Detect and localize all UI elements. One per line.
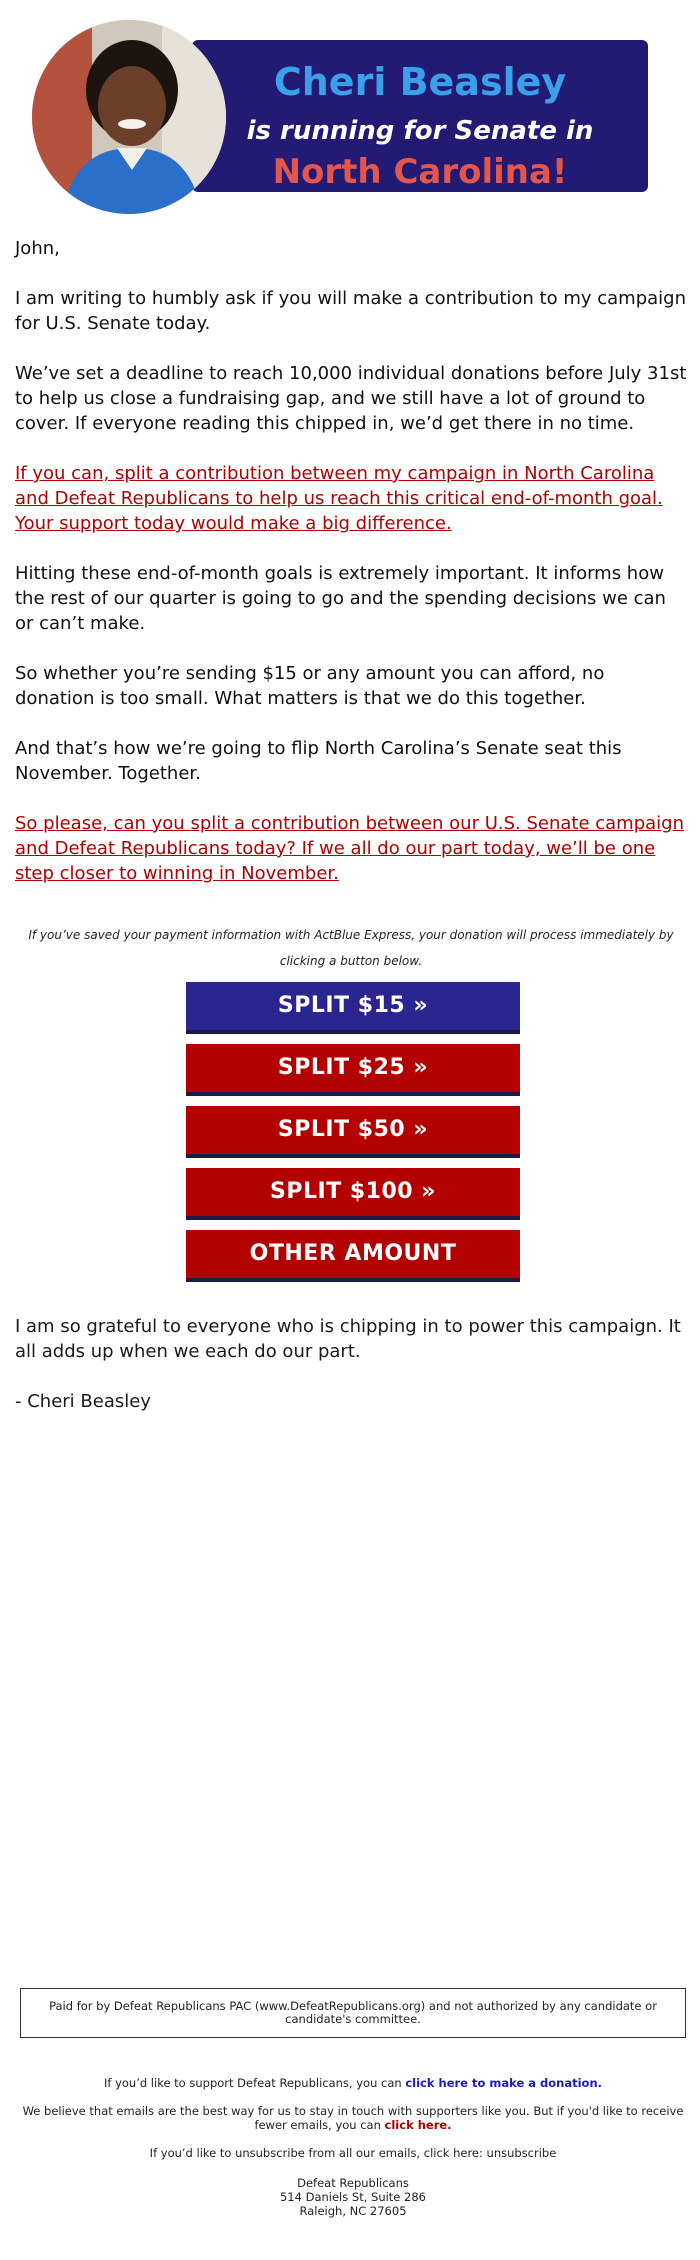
greeting: John, [15, 238, 60, 259]
org-name: Defeat Republicans [297, 2176, 409, 2190]
footer-fewer-text: We believe that emails are the best way for us to stay in touch with supporters like you. But if you'd like to receive fewer emails, you can [22, 2104, 684, 2132]
portrait-image [32, 20, 226, 214]
address-line: Raleigh, NC 27605 [299, 2204, 407, 2218]
candidate-name: Cheri Beasley [273, 60, 567, 104]
footer-fewer-emails [20, 2104, 686, 2132]
split-15-button[interactable]: SPLIT $15 » [186, 982, 520, 1034]
footer-address [20, 2176, 686, 2218]
title-banner [192, 40, 648, 192]
other-amount-button[interactable]: OTHER AMOUNT [186, 1230, 520, 1282]
footer-unsubscribe[interactable]: If you’d like to unsubscribe from all our emails, click here: unsubscribe [149, 2146, 557, 2160]
paragraph: So whether you’re sending $15 or any amount you can afford, no donation is too small. What matters is that we do this together. [15, 663, 605, 709]
fewer-emails-link[interactable]: click here. [384, 2118, 452, 2132]
address-line: 514 Daniels St, Suite 286 [279, 2190, 426, 2204]
paragraph: We’ve set a deadline to reach 10,000 individual donations before July 31st to help us close a fundraising gap, and we still have a lot of ground to cover. If everyone reading this chipped in, we’d get there in no time. [15, 363, 687, 434]
footer-support-text: If you’d like to support Defeat Republicans, you can [103, 2076, 406, 2090]
actblue-note: If you’ve saved your payment information with ActBlue Express, your donation will process immediately by clicking a button below. [28, 928, 674, 968]
candidate-portrait [32, 20, 226, 214]
split-contribution-link-2[interactable]: So please, can you split a contribution between our U.S. Senate campaign and Defeat Republicans today? If we all do our part today, we’ll be one step closer to winning in November. [15, 813, 684, 884]
letter-body [15, 236, 687, 911]
paragraph: I am so grateful to everyone who is chipping in to power this campaign. It all adds up when we each do our part. [15, 1316, 681, 1362]
letter-closing [15, 1314, 687, 1439]
split-25-button[interactable]: SPLIT $25 » [186, 1044, 520, 1096]
paragraph: Hitting these end-of-month goals is extremely important. It informs how the rest of our quarter is going to go and the spending decisions we can or can’t make. [15, 563, 666, 634]
paragraph: I am writing to humbly ask if you will make a contribution to my campaign for U.S. Senate today. [15, 288, 687, 334]
split-50-button[interactable]: SPLIT $50 » [186, 1106, 520, 1158]
signature: - Cheri Beasley [15, 1391, 151, 1412]
footer-support [20, 2076, 686, 2090]
banner-tagline: is running for Senate in [246, 116, 594, 146]
split-100-button[interactable]: SPLIT $100 » [186, 1168, 520, 1220]
split-contribution-link[interactable]: If you can, split a contribution between my campaign in North Carolina and Defeat Republicans to help us reach this critical end-of-month goal. Your support today would make a big difference. [15, 463, 663, 534]
paid-for-disclaimer: Paid for by Defeat Republicans PAC (www.DefeatRepublicans.org) and not authorized by any candidate or candidate's committee. [20, 1988, 686, 2038]
banner-state: North Carolina! [272, 152, 568, 192]
header-banner [32, 18, 652, 216]
paragraph: And that’s how we’re going to flip North Carolina’s Senate seat this November. Together. [15, 738, 622, 784]
donation-link[interactable]: click here to make a donation. [405, 2076, 603, 2090]
